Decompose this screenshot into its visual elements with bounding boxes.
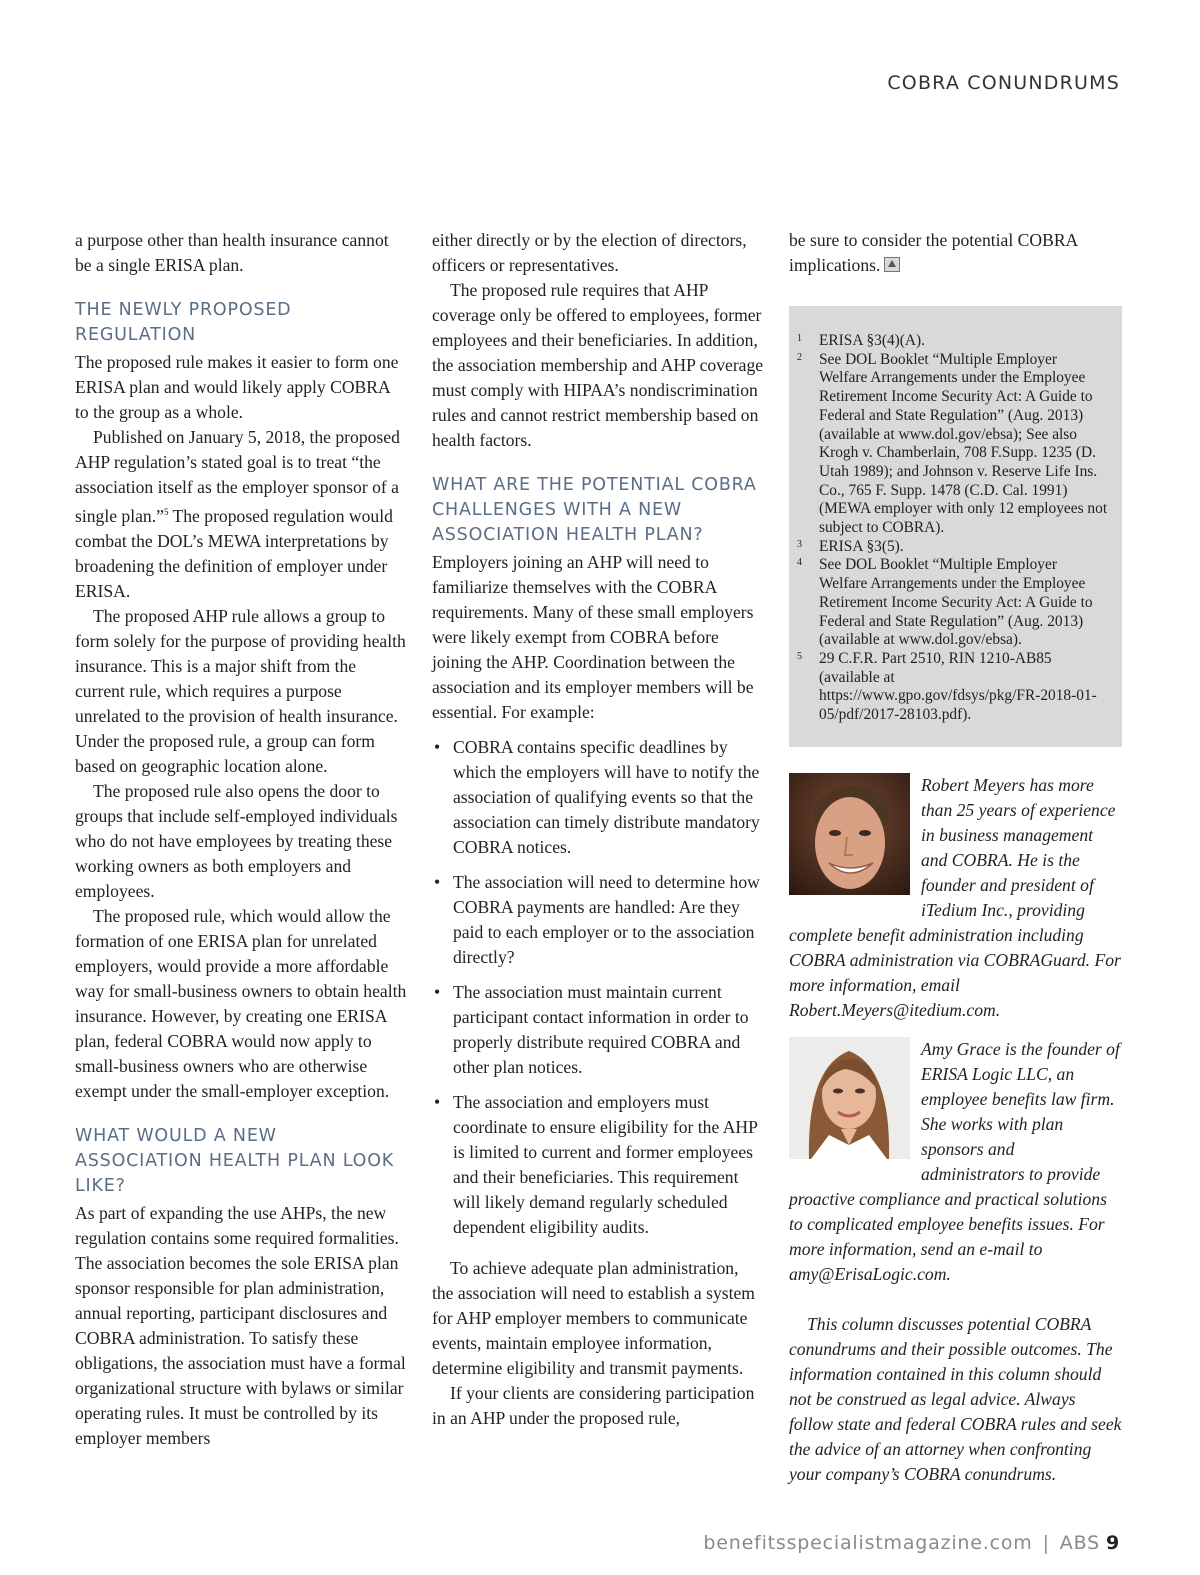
footer-separator: | [1042,1532,1050,1554]
column-3 [789,228,1122,1487]
footnote-number: 4 [797,557,802,569]
author-bio-robert-meyers [789,773,1122,1023]
paragraph: a purpose other than health insurance cannot be a single ERISA plan. [75,230,389,275]
footnote-text: See DOL Booklet “Multiple Employer Welfare Arrangements under the Employee Retirement Income Security Act: A Guide to Federal and State Regulation” (Aug. 2013) (available at www.dol.gov/ebsa). [819,556,1093,649]
bio-text: Amy Grace is the founder of ERISA Logic LLC, an employee benefits law firm. She works with plan sponsors and administrators to provide proactive compliance and practical solutions to complicated employee benefits issues. For more information, send an e-mail to amy@ErisaLogic.com. [789,1038,1120,1284]
paragraph: To achieve adequate plan administration, the association will need to establish a system for AHP employer members to communicate events, maintain employee information, determine eligibility and transmit payments. [432,1258,755,1378]
paragraph [75,425,407,604]
footnote [797,556,1108,650]
end-of-article-icon [884,257,900,272]
footnote [797,538,1108,557]
footer-publication: ABS [1059,1532,1100,1554]
footnote-text: 29 C.F.R. Part 2510, RIN 1210-AB85 (available at https://www.gpo.gov/fdsys/pkg/FR-2018-01-05/pdf/2017-28103.pdf). [819,649,1097,724]
page-footer [703,1532,1120,1554]
footnote-number: 2 [797,351,802,363]
list-item: • The association must maintain current participant contact information in order to properly distribute required COBRA and other plan notices. [432,980,764,1080]
bio-text: Robert Meyers has more than 25 years of experience in business management and COBRA. He is the founder and president of iTedium Inc., providing complete benefit administration including COBRA administration via COBRAGuard. For more information, email Robert.Meyers@itedium.com. [789,774,1121,1020]
footnotes-box [789,306,1122,747]
column-2 [432,228,764,1431]
paragraph-text: be sure to consider the potential COBRA implications. [789,230,1078,275]
column-1 [75,228,407,1451]
paragraph: either directly or by the election of directors, officers or representatives. [432,230,747,275]
footnote [797,332,1108,351]
footnote-number: 3 [797,538,802,550]
paragraph-text: The proposed regulation would combat the DOL’s MEWA interpretations by broadening the definition of employer under ERISA. [75,505,393,601]
heading-newly-proposed-regulation: THE NEWLY PROPOSED REGULATION [75,300,292,345]
footnote-text: ERISA §3(4)(A). [819,332,926,349]
paragraph: The proposed rule, which would allow the formation of one ERISA plan for unrelated employers, would provide a more affordable way for small-business owners to obtain health insurance. However, by creating one ERISA plan, federal COBRA would now apply to small-business owners who are otherwise exempt under the small-employer exception. [75,905,407,1101]
page-number: 9 [1105,1532,1120,1554]
section-title: COBRA CONUNDRUMS [887,72,1120,94]
author-photo-amy-grace [789,1037,910,1159]
paragraph: The proposed rule also opens the door to groups that include self-employed individuals who do not have employees by treating these working owners as both employers and employees. [75,780,398,901]
footnote-number: 1 [797,333,802,344]
footnote-number: 5 [797,650,802,662]
heading-new-ahp-look: WHAT WOULD A NEW ASSOCIATION HEALTH PLAN LOOK LIKE? [75,1125,395,1196]
paragraph: The proposed AHP rule allows a group to form solely for the purpose of providing health insurance. This is a major shift from the current rule, which requires a purpose unrelated to the provision of health insurance. Under the proposed rule, a group can form based on geographic location alone. [75,605,406,776]
list-item: • The association and employers must coordinate to ensure eligibility for the AHP is limited to current and former employees and their beneficiaries. This requirement will likely demand regularly scheduled dependent eligibility audits. [432,1090,764,1240]
column-disclaimer: This column discusses potential COBRA conundrums and their possible outcomes. The information contained in this column should not be construed as legal advice. Always follow state and federal COBRA rules and seek the advice of an attorney when confronting your company’s COBRA conundrums. [789,1313,1122,1484]
footnote-ref: 5 [163,507,169,517]
paragraph-text: Published on January 5, 2018, the proposed AHP regulation’s stated goal is to treat “the association itself as the employer sponsor of a single plan.” [75,427,400,526]
paragraph: If your clients are considering participation in an AHP under the proposed rule, [432,1383,755,1428]
paragraph: The proposed rule requires that AHP coverage only be offered to employees, former employees and their beneficiaries. In addition, the association membership and AHP coverage must comply with HIPAA’s nondiscrimination rules and cannot restrict membership based on health factors. [432,280,764,450]
footnote [797,351,1108,538]
bullet-list [432,735,764,1240]
author-photo-robert-meyers [789,773,910,895]
footer-website: benefitsspecialistmagazine.com [703,1532,1033,1554]
footnote [797,650,1108,725]
paragraph [789,228,1122,278]
heading-cobra-challenges: WHAT ARE THE POTENTIAL COBRA CHALLENGES WITH A NEW ASSOCIATION HEALTH PLAN? [432,475,757,545]
paragraph: As part of expanding the use AHPs, the new regulation contains some required formalities. The association becomes the sole ERISA plan sponsor responsible for plan administration, annual reporting, participant disclosures and COBRA administration. To satisfy these obligations, the association must have a formal organizational structure with bylaws or similar operating rules. It must be controlled by its employer members [75,1202,406,1448]
list-item: • The association will need to determine how COBRA payments are handled: Are they paid to each employer or to the association directly? [432,870,764,970]
paragraph: The proposed rule makes it easier to form one ERISA plan and would likely apply COBRA to the group as a whole. [75,352,399,422]
paragraph: Employers joining an AHP will need to familiarize themselves with the COBRA requirements. Many of these small employers were likely exempt from COBRA before joining the AHP. Coordination between the association and its employer members will be essential. For example: [432,552,754,722]
author-bio-amy-grace [789,1037,1122,1287]
footnote-text: See DOL Booklet “Multiple Employer Welfare Arrangements under the Employee Retirement Income Security Act: A Guide to Federal and State Regulation” (Aug. 2013) (available at www.dol.gov/ebsa); See also Krogh v. Chamberlain, 708 F.Supp. 1235 (D. Utah 1989); and Johnson v. Reserve Life Ins. Co., 765 F. Supp. 1478 (C.D. Cal. 1991) (MEWA employer with only 12 employees not subject to COBRA). [819,350,1108,537]
list-item: • COBRA contains specific deadlines by which the employers will have to notify the association of qualifying events so that the association can timely distribute mandatory COBRA notices. [432,735,764,860]
footnote-text: ERISA §3(5). [819,537,904,555]
